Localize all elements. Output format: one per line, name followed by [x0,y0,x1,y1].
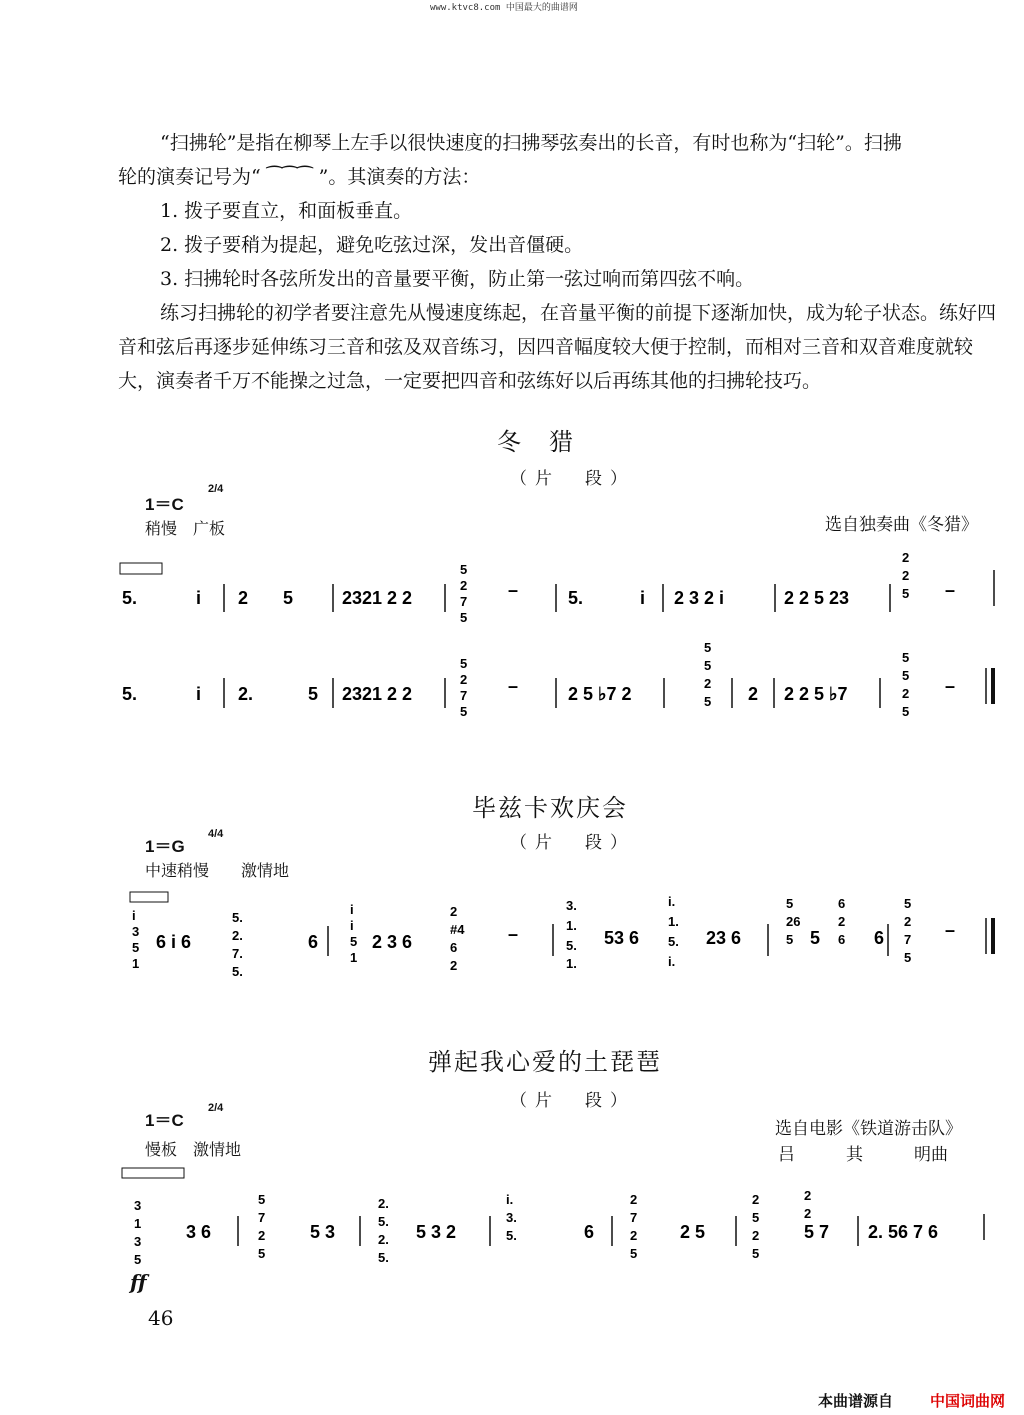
chord: 5 [786,896,794,911]
note-group: 5 7 [804,1222,830,1242]
staff-song1-row2 [122,640,993,719]
song1-subtitle: （片 段） [510,469,635,489]
site-header: www.ktvc8.com 中国最大的曲谱网 [430,3,578,13]
chord: 3 [134,1198,142,1213]
staff-song1-row1 [120,550,994,625]
note: 6 [308,932,319,952]
chord: 1. [566,956,577,971]
chord: 2 [630,1228,638,1243]
chord: 7. [232,946,243,961]
dash: – [945,920,956,940]
chord: 5 [902,668,910,683]
chord: 1 [134,1216,142,1231]
chord: 6 [450,940,458,955]
chord: 5 [752,1210,760,1225]
chord: 7 [460,688,468,703]
chord: 5 [902,650,910,665]
chord: 3 [134,1234,142,1249]
chord: 2 [804,1206,812,1221]
dash: – [945,580,956,600]
chord: 7 [460,594,468,609]
chord: #4 [450,922,465,937]
chord: 5 [132,940,140,955]
chord: 26 [786,914,801,929]
chord: i [350,918,354,933]
note: 6 [874,928,885,948]
note: 5 [308,684,319,704]
chord: 5 [704,640,712,655]
note-group: 2321 2 2 [342,588,413,608]
chord: 5. [506,1228,517,1243]
tremolo-sign [122,1168,184,1178]
chord: 1 [350,950,358,965]
chord: 7 [258,1210,266,1225]
song2-time: 4/4 [208,828,224,840]
chord: 1. [668,914,679,929]
song2-tempo: 中速稍慢 激情地 [145,861,290,880]
chord: 7 [630,1210,638,1225]
chord: 2 [902,568,910,583]
note: i [196,588,202,608]
chord: 2 [752,1228,760,1243]
chord: 5 [786,932,794,947]
note: 6 [584,1222,595,1242]
chord: i. [668,894,676,909]
note-group: 2 3 2 i [674,588,725,608]
song1-time: 2/4 [208,483,224,495]
chord: i [350,902,354,917]
song1-tempo: 稍慢 广板 [145,519,226,538]
song3-source: 选自电影《铁道游击队》 [775,1119,962,1139]
tremolo-sign [120,563,162,574]
chord: 2 [258,1228,266,1243]
staff-song3 [122,1168,984,1267]
note-group: 2 5 ♭7 2 [568,684,632,704]
note-group: 2 2 5 23 [784,588,850,608]
song3-tempo: 慢板 激情地 [145,1140,242,1159]
chord: 2 [904,914,912,929]
chord: 6 [838,896,846,911]
chord: 5. [668,934,679,949]
staff-song2 [130,892,993,979]
intro-item2: 2. 拨子要稍为提起，避免吃弦过深，发出音僵硬。 [160,234,584,256]
chord: 2 [450,904,458,919]
note: 2. [238,684,254,704]
song3-subtitle: （片 段） [510,1091,635,1111]
chord: 7 [904,932,912,947]
chord: 2. [378,1196,389,1211]
chord: 2 [902,686,910,701]
note: i [640,588,646,608]
chord: 5 [630,1246,638,1261]
chord: 5. [378,1250,389,1265]
chord: 5. [232,964,243,979]
chord: 2 [460,578,468,593]
chord: 6 [838,932,846,947]
chord: 3 [132,924,140,939]
note: 5 [283,588,294,608]
chord: 2. [378,1232,389,1247]
chord: 2 [838,914,846,929]
note-group: 5 3 2 [416,1222,457,1242]
note-group: 2 2 5 ♭7 [784,684,848,704]
intro-line1: “扫拂轮”是指在柳琴上左手以很快速度的扫拂琴弦奏出的长音，有时也称为“扫轮”。扫拂 [160,132,902,154]
chord: 5 [902,704,910,719]
note-group: 2321 2 2 [342,684,413,704]
intro-line2: 轮的演奏记号为“ ⁀⁀⁀ ”。其演奏的方法： [118,166,481,188]
intro-paragraph: 练习扫拂轮的初学者要注意先从慢速度练起，在音量平衡的前提下逐渐加快，成为轮子状态。练好四音和弦后再逐步延伸练习三音和弦及双音练习，因四音幅度较大便于控制，而相对三音和双音难度就较大，演奏者千万不能操之过急，一定要把四音和弦练好以后再练其他的扫拂轮技巧。 [118,302,997,392]
chord: 2 [450,958,458,973]
chord: 5. [566,938,577,953]
song1-key: 1＝C [145,495,184,514]
chord: 5 [902,586,910,601]
chord: 5 [258,1192,266,1207]
dash: – [508,580,519,600]
note-group: 2 3 6 [372,932,413,952]
song2-subtitle: （片 段） [510,833,635,853]
intro-item3: 3. 扫拂轮时各弦所发出的音量要平衡，防止第一弦过响而第四弦不响。 [160,268,755,290]
song1-source: 选自独奏曲《冬猎》 [825,515,978,535]
note-group: 5 3 [310,1222,336,1242]
tremolo-sign [130,892,168,902]
note-group: 3 6 [186,1222,212,1242]
chord: 5 [704,694,712,709]
dash: – [508,676,519,696]
chord: 5. [232,910,243,925]
note: 5. [122,588,138,608]
note: 2 [238,588,249,608]
chord: 5 [904,896,912,911]
chord: i [132,908,136,923]
chord: 5. [378,1214,389,1229]
chord: 5 [134,1252,142,1267]
chord: 2 [460,672,468,687]
note-group: 2. 56 7 6 [868,1222,939,1242]
chord: 5 [258,1246,266,1261]
chord: 2 [804,1188,812,1203]
song2-key: 1＝G [145,837,185,856]
footer-source: 本曲谱源自 [818,1392,894,1410]
song3-composer: 吕 其 明曲 [778,1145,948,1165]
chord: 5 [350,934,358,949]
intro-item1: 1. 拨子要直立，和面板垂直。 [160,200,413,222]
dash: – [508,924,519,944]
chord: 5 [704,658,712,673]
chord: i. [668,954,676,969]
footer-site: 中国词曲网 [930,1392,1006,1410]
note: 5 [810,928,821,948]
chord: i. [506,1192,514,1207]
chord: 2 [902,550,910,565]
song3-title: 弹起我心爱的土琵琶 [428,1048,662,1076]
dynamic-mark: ff [130,1270,147,1294]
page-number: 46 [148,1306,174,1330]
note: i [196,684,202,704]
chord: 5 [460,562,468,577]
chord: 5 [460,704,468,719]
note-group: 6 i 6 [156,932,192,952]
chord: 5 [752,1246,760,1261]
chord: 2 [630,1192,638,1207]
chord: 1. [566,918,577,933]
chord: 3. [566,898,577,913]
song1-title: 冬 猎 [497,428,575,456]
chord: 5 [460,656,468,671]
note-group: 2 5 [680,1222,706,1242]
note: 2 [748,684,759,704]
chord: 2 [752,1192,760,1207]
dash: – [945,676,956,696]
chord: 2. [232,928,243,943]
song2-title: 毕兹卡欢庆会 [472,794,628,822]
song3-key: 1＝C [145,1111,184,1130]
chord: 2 [704,676,712,691]
chord: 5 [904,950,912,965]
note: 5. [568,588,584,608]
note-group: 53 6 [604,928,640,948]
note: 5. [122,684,138,704]
chord: 3. [506,1210,517,1225]
note-group: 23 6 [706,928,742,948]
chord: 5 [460,610,468,625]
song3-time: 2/4 [208,1102,224,1114]
chord: 1 [132,956,140,971]
